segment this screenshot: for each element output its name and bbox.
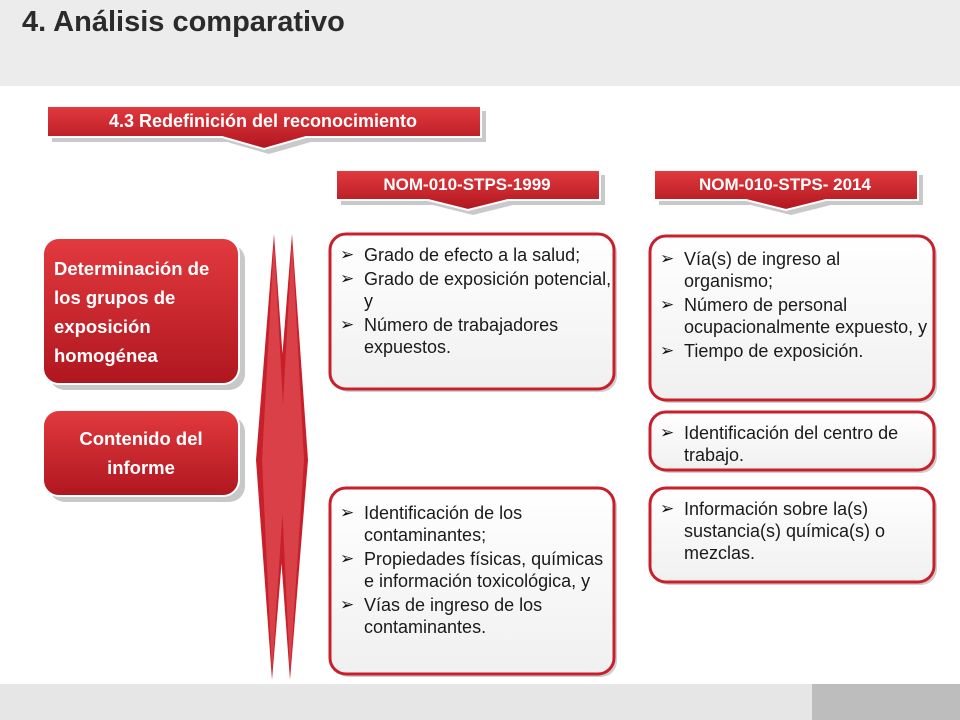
list-2014-contenido-1 bbox=[660, 422, 930, 468]
list-item: ➢ Grado de exposición potencial, y bbox=[340, 268, 616, 312]
standard-2014-label: NOM-010-STPS- 2014 bbox=[699, 175, 871, 194]
list-item: ➢ Vías de ingreso de los contaminantes. bbox=[340, 594, 610, 638]
list-item: ➢ Tiempo de exposición. bbox=[660, 340, 930, 362]
category-determinacion-label: Determinación de los grupos de exposición homogénea bbox=[54, 258, 210, 366]
list-item: ➢ Grado de efecto a la salud; bbox=[340, 244, 616, 266]
list-item: ➢ Identificación de los contaminantes; bbox=[340, 502, 610, 546]
standard-1999-label: NOM-010-STPS-1999 bbox=[383, 175, 551, 194]
list-item: ➢ Propiedades físicas, químicas e información toxicológica, y bbox=[340, 548, 610, 592]
list-2014-determinacion bbox=[660, 248, 930, 364]
list-item: ➢ Número de trabajadores expuestos. bbox=[340, 314, 616, 358]
list-1999-contenido bbox=[340, 502, 610, 640]
list-2014-contenido-2 bbox=[660, 498, 932, 566]
list-item: ➢ Identificación del centro de trabajo. bbox=[660, 422, 930, 466]
list-item: ➢ Número de personal ocupacionalmente expuesto, y bbox=[660, 294, 930, 338]
category-contenido-label: Contenido del informe bbox=[79, 428, 203, 478]
list-item: ➢ Información sobre la(s) sustancia(s) química(s) o mezclas. bbox=[660, 498, 932, 564]
page-title: 4. Análisis comparativo bbox=[22, 6, 345, 38]
footer-accent bbox=[812, 684, 960, 720]
section-subtitle: 4.3 Redefinición del reconocimiento bbox=[108, 111, 418, 131]
list-item: ➢ Vía(s) de ingreso al organismo; bbox=[660, 248, 930, 292]
list-1999-determinacion bbox=[340, 244, 616, 360]
